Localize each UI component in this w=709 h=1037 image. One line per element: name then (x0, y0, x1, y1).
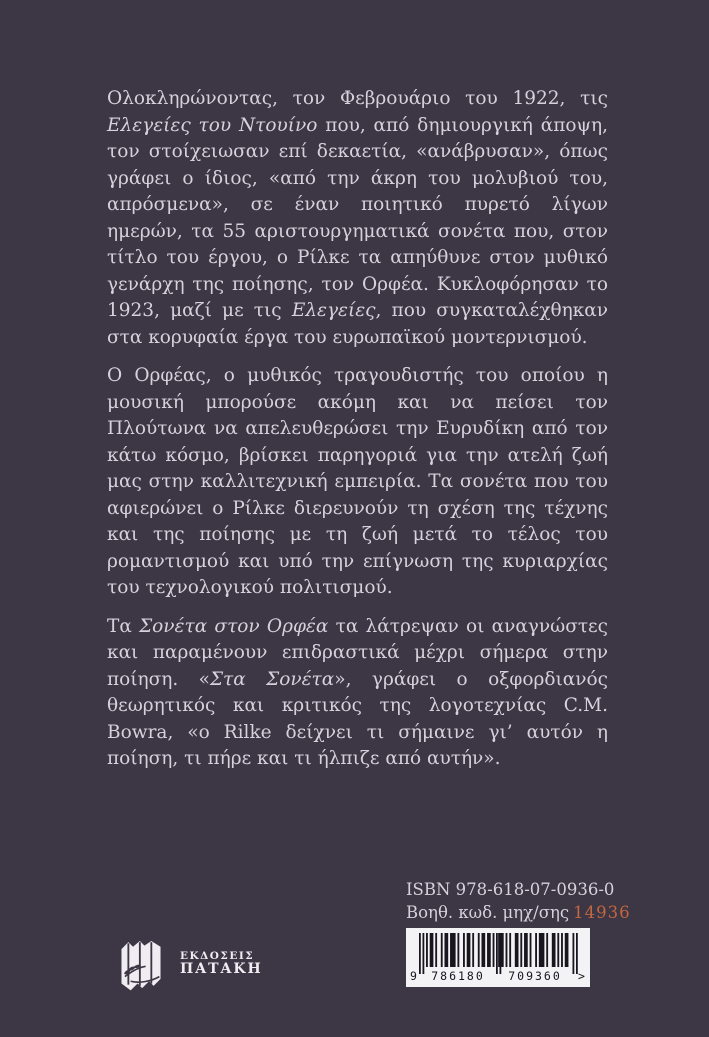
book-title-italic: Ελεγείες (291, 300, 376, 321)
publisher-name-line2: ΠΑΤΑΚΗ (180, 961, 263, 978)
publisher-logo (110, 933, 263, 995)
paragraph-text: Τα (107, 615, 140, 637)
blurb-text-block (107, 86, 608, 773)
barcode-group1: 786180 (431, 969, 485, 983)
isbn-block (406, 878, 631, 924)
patakis-books-icon (110, 933, 172, 995)
paragraph-text: που, από δημιουργική άποψη, τον στοίχειωσαν επί δεκαετία, «ανάβρυσαν», όπως γράφει ο ίδιος, «από την άκρη του μολυβιού του, απρόσμενα», σε έναν ποιητικό πυρετό λίγων ημερών, τα 55 αριστουργηματικά σονέτα που, στον τίτλο του έργου, ο Ρίλκε τα απηύθυνε στον μυθικό γενάρχη της ποίησης, τον Ορφέα. Κυκλοφόρησαν το 1923, μαζί με τις (107, 114, 608, 321)
book-title-italic: Στα Σονέτα (209, 668, 335, 690)
book-title-italic: Ελεγείες του Ντουίνο (107, 114, 318, 136)
aux-code-label: Βοηθ. κωδ. μηχ/σης (406, 903, 570, 922)
blurb-paragraph-1 (107, 86, 608, 351)
paragraph-text: », γράφει ο οξφορδιανός θεωρητικός και κριτικός της λογοτεχνίας C.M. Bowra, «ο Rilke δείχνει τι σήμαινε γι’ αυτόν η ποίηση, τι πήρε και τι ήλπιζε από αυτήν». (107, 668, 608, 769)
barcode (406, 928, 590, 987)
aux-code-value: 14936 (573, 903, 631, 922)
paragraph-text: τα λάτρεψαν οι αναγνώστες και παραμένουν επιδραστικά μέχρι σήμερα στην ποίηση. « (107, 615, 609, 690)
aux-code-line (406, 901, 631, 924)
blurb-paragraph-2 (107, 363, 608, 602)
paragraph-text: Ολοκληρώνοντας, τον Φεβρουάριο του 1922, τις (107, 88, 608, 109)
blurb-paragraph-3 (107, 614, 608, 773)
paragraph-text: , που συγκαταλέχθηκαν στα κορυφαία έργα του ευρωπαϊκού μοντερνισμού. (107, 300, 608, 348)
paragraph-text: Ο Ορφέας, ο μυθικός τραγουδιστής του οποίου η μουσική μπορούσε ακόμη και να πείσει τον Πλούτωνα να απελευθερώσει την Ευρυδίκη από τον κάτω κόσμο, βρίσκει παρηγοριά για την ατελή ζωή μας στην καλλιτεχνική εμπειρία. Τα σονέτα που του αφιερώνει ο Ρίλκε διερευνούν τη σχέση της τέχνης και της ποίησης με τη ζωή μετά το τέλος του ρομαντισμού και υπό την επίγνωση της κυριαρχίας του τεχνολογικού πολιτισμού. (107, 365, 608, 598)
barcode-svg (406, 928, 590, 987)
isbn-number: ISBN 978-618-07-0936-0 (406, 880, 615, 899)
publisher-name-line1: ΕΚΔΟΣΕΙΣ (180, 950, 255, 963)
barcode-left-digit: 9 (410, 969, 417, 983)
barcode-bars (419, 933, 578, 974)
barcode-group2: 709360 (508, 969, 562, 983)
publisher-name (180, 951, 263, 977)
barcode-end-char: > (578, 969, 585, 983)
book-title-italic: Σονέτα στον Ορφέα (139, 615, 329, 637)
